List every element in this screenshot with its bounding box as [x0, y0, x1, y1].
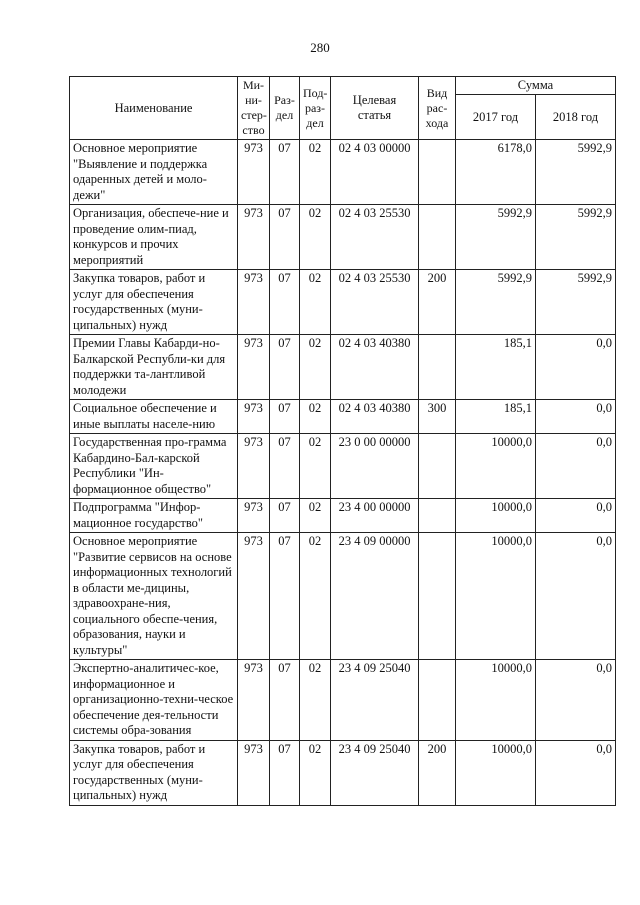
row-sum-2017: 185,1: [456, 400, 536, 434]
table-row: [70, 740, 616, 805]
row-target: 23 4 09 00000: [331, 533, 419, 660]
table-row: [70, 400, 616, 434]
row-sum-2018: 0,0: [536, 660, 616, 741]
row-section: 07: [270, 740, 300, 805]
row-section: 07: [270, 400, 300, 434]
table-row: [70, 140, 616, 205]
row-target: 02 4 03 40380: [331, 400, 419, 434]
row-subsection: 02: [300, 533, 331, 660]
row-subsection: 02: [300, 740, 331, 805]
row-sum-2018: 5992,9: [536, 140, 616, 205]
row-subsection: 02: [300, 499, 331, 533]
table-row: [70, 205, 616, 270]
row-sum-2018: 0,0: [536, 400, 616, 434]
row-target: 23 4 09 25040: [331, 740, 419, 805]
row-subsection: 02: [300, 270, 331, 335]
row-sum-2018: 5992,9: [536, 270, 616, 335]
row-target: 02 4 03 40380: [331, 335, 419, 400]
row-ministry: 973: [238, 533, 270, 660]
row-ministry: 973: [238, 205, 270, 270]
table-body: [70, 140, 616, 806]
header-ministry: Ми- ни- стер- ство: [238, 77, 270, 140]
row-expense-type: [419, 205, 456, 270]
header-section: Раз- дел: [270, 77, 300, 140]
row-sum-2017: 5992,9: [456, 205, 536, 270]
row-section: 07: [270, 270, 300, 335]
row-sum-2017: 10000,0: [456, 533, 536, 660]
header-target: Целевая статья: [331, 77, 419, 140]
header-year-2018: 2018 год: [536, 95, 616, 140]
row-ministry: 973: [238, 400, 270, 434]
row-subsection: 02: [300, 335, 331, 400]
row-expense-type: 300: [419, 400, 456, 434]
row-sum-2017: 185,1: [456, 335, 536, 400]
row-sum-2018: 0,0: [536, 335, 616, 400]
row-name: Закупка товаров, работ и услуг для обеспечения государственных (муни-ципальных) нужд: [70, 270, 238, 335]
row-name: Основное мероприятие "Развитие сервисов на основе информационных технологий в области ме-дицины, здравоохране-ния, социального обеспе-чения, образования, науки и культуры": [70, 533, 238, 660]
table-row: [70, 660, 616, 741]
row-ministry: 973: [238, 140, 270, 205]
row-subsection: 02: [300, 660, 331, 741]
row-target: 02 4 03 25530: [331, 270, 419, 335]
row-sum-2017: 6178,0: [456, 140, 536, 205]
row-target: 02 4 03 25530: [331, 205, 419, 270]
row-sum-2018: 0,0: [536, 740, 616, 805]
row-name: Государственная про-грамма Кабардино-Бал-карской Республики "Ин-формационное общество": [70, 434, 238, 499]
row-ministry: 973: [238, 499, 270, 533]
page-number: 280: [310, 40, 330, 55]
table-row: [70, 499, 616, 533]
header-subsection: Под- раз- дел: [300, 77, 331, 140]
row-sum-2018: 0,0: [536, 434, 616, 499]
row-name: Закупка товаров, работ и услуг для обеспечения государственных (муни-ципальных) нужд: [70, 740, 238, 805]
row-ministry: 973: [238, 335, 270, 400]
row-name: Премии Главы Кабарди-но-Балкарской Республи-ки для поддержки та-лантливой молодежи: [70, 335, 238, 400]
row-ministry: 973: [238, 434, 270, 499]
header-expense-type: Вид рас- хода: [419, 77, 456, 140]
row-expense-type: [419, 434, 456, 499]
row-expense-type: [419, 533, 456, 660]
row-section: 07: [270, 205, 300, 270]
row-sum-2018: 0,0: [536, 499, 616, 533]
row-ministry: 973: [238, 740, 270, 805]
row-subsection: 02: [300, 434, 331, 499]
row-sum-2017: 10000,0: [456, 740, 536, 805]
table-row: [70, 270, 616, 335]
row-expense-type: 200: [419, 740, 456, 805]
row-expense-type: [419, 140, 456, 205]
row-expense-type: 200: [419, 270, 456, 335]
row-sum-2017: 10000,0: [456, 660, 536, 741]
row-name: Подпрограмма "Инфор-мационное государство": [70, 499, 238, 533]
table-row: [70, 335, 616, 400]
header-name: Наименование: [70, 77, 238, 140]
row-sum-2017: 10000,0: [456, 499, 536, 533]
row-ministry: 973: [238, 660, 270, 741]
row-subsection: 02: [300, 140, 331, 205]
row-sum-2018: 5992,9: [536, 205, 616, 270]
row-name: Экспертно-аналитичес-кое, информационное и организационно-техни-ческое обеспечение дея-тельности системы обра-зования: [70, 660, 238, 741]
row-target: 23 4 00 00000: [331, 499, 419, 533]
row-name: Социальное обеспечение и иные выплаты населе-нию: [70, 400, 238, 434]
row-ministry: 973: [238, 270, 270, 335]
row-section: 07: [270, 660, 300, 741]
row-name: Основное мероприятие "Выявление и поддержка одаренных детей и моло-дежи": [70, 140, 238, 205]
row-section: 07: [270, 335, 300, 400]
header-year-2017: 2017 год: [456, 95, 536, 140]
row-expense-type: [419, 660, 456, 741]
row-sum-2018: 0,0: [536, 533, 616, 660]
row-expense-type: [419, 335, 456, 400]
row-target: 02 4 03 00000: [331, 140, 419, 205]
row-sum-2017: 10000,0: [456, 434, 536, 499]
table-row: [70, 434, 616, 499]
budget-table: [69, 76, 616, 806]
row-section: 07: [270, 140, 300, 205]
table-row: [70, 533, 616, 660]
row-section: 07: [270, 499, 300, 533]
row-target: 23 4 09 25040: [331, 660, 419, 741]
table-header: [70, 77, 616, 140]
row-target: 23 0 00 00000: [331, 434, 419, 499]
row-subsection: 02: [300, 205, 331, 270]
row-section: 07: [270, 434, 300, 499]
header-sum: Сумма: [456, 77, 616, 95]
row-sum-2017: 5992,9: [456, 270, 536, 335]
row-section: 07: [270, 533, 300, 660]
row-expense-type: [419, 499, 456, 533]
row-name: Организация, обеспече-ние и проведение олим-пиад, конкурсов и прочих мероприятий: [70, 205, 238, 270]
row-subsection: 02: [300, 400, 331, 434]
